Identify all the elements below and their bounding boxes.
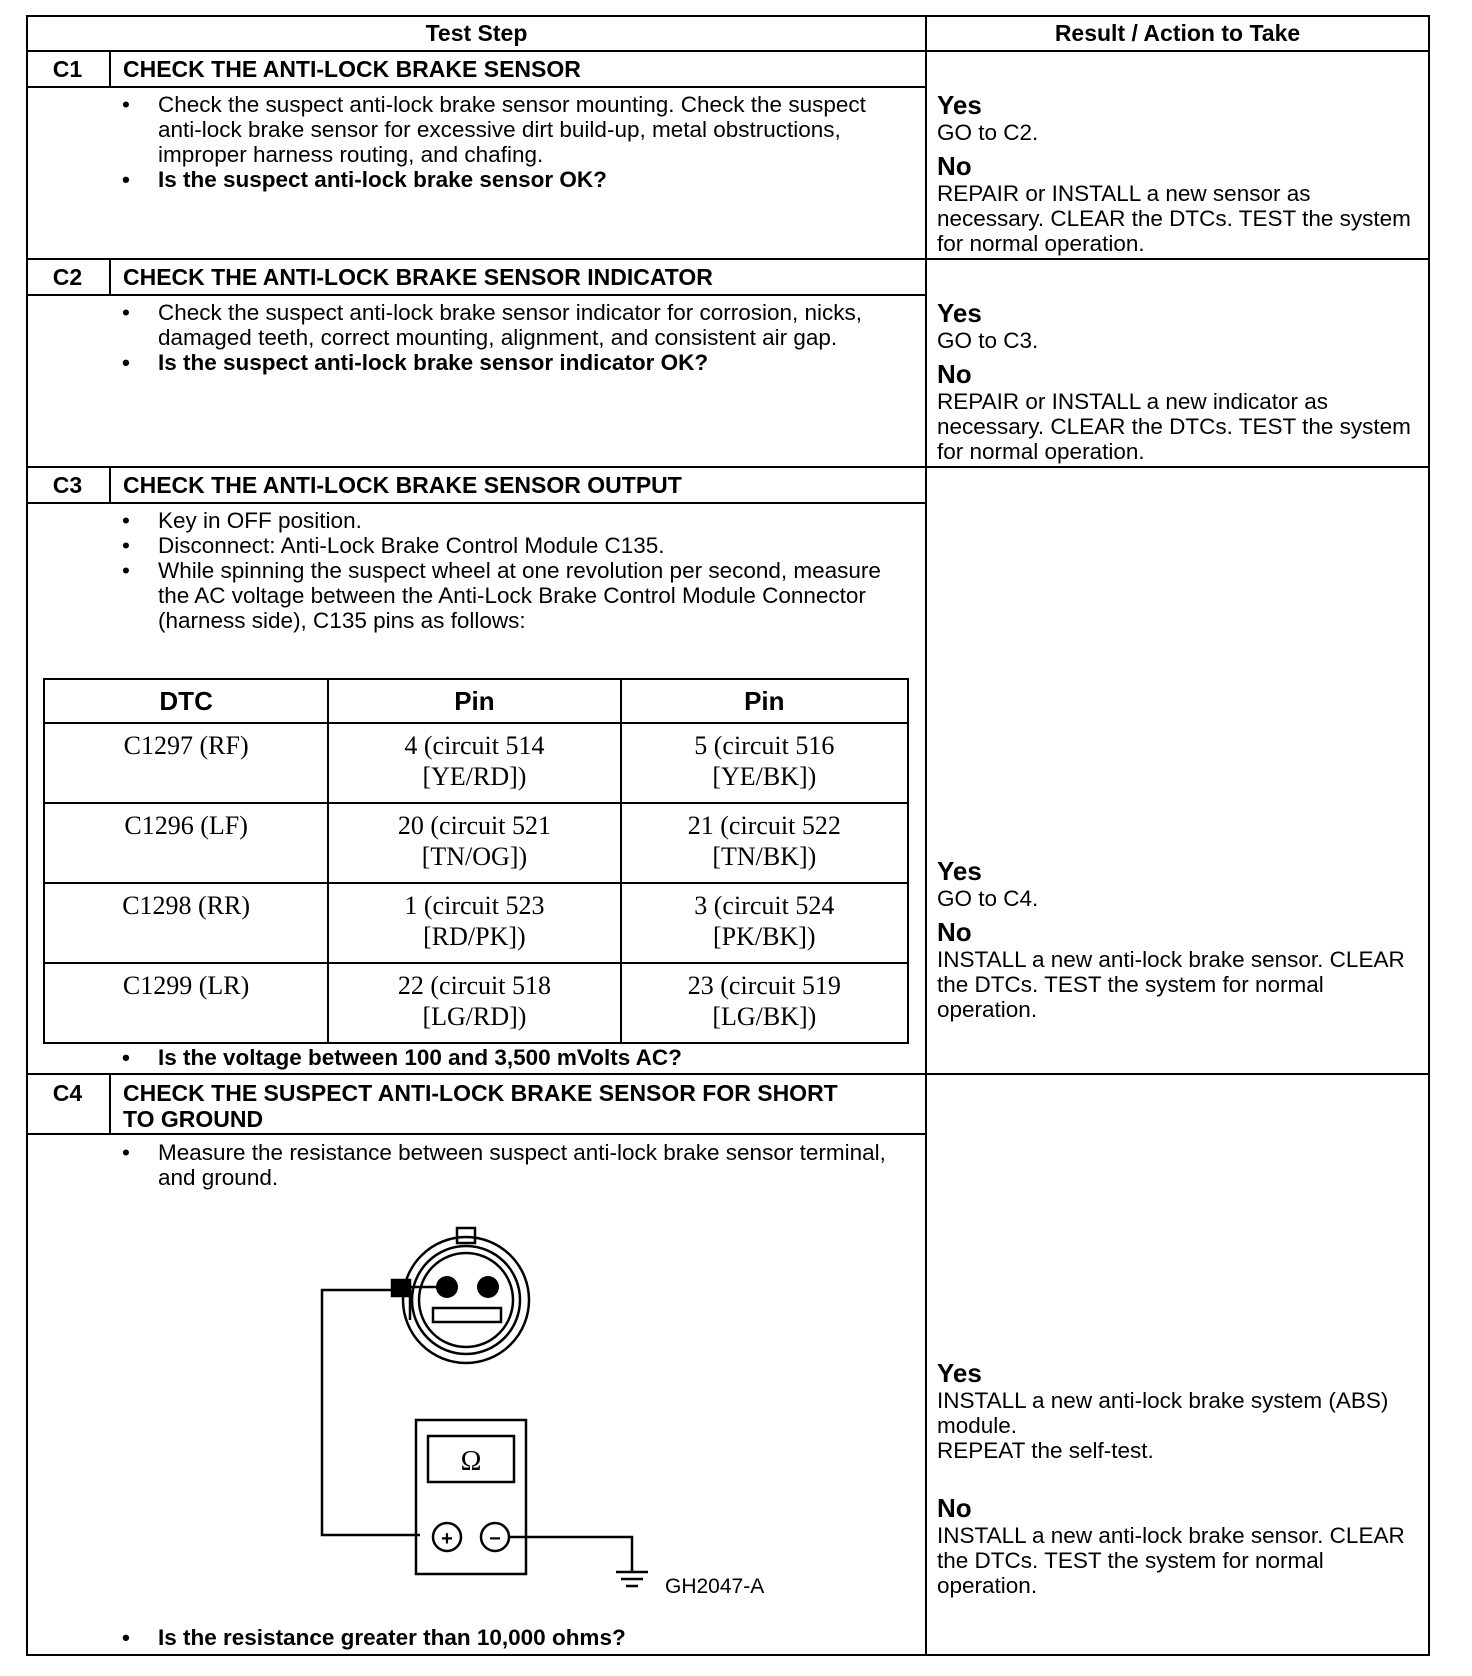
no-action: REPAIR or INSTALL a new indicator as necessary. CLEAR the DTCs. TEST the system for normal operation. (937, 389, 1411, 464)
step-question-c3: • Is the voltage between 100 and 3,500 mVolts AC? (120, 1045, 900, 1070)
yes-action: GO to C4. (937, 886, 1039, 911)
step-title-c1: CHECK THE ANTI-LOCK BRAKE SENSOR (123, 56, 581, 82)
no-label: No (937, 1493, 972, 1523)
header-test-step: Test Step (425, 20, 528, 46)
minus-symbol: − (489, 1528, 501, 1550)
figure-id: GH2047-A (665, 1575, 765, 1598)
no-action: INSTALL a new anti-lock brake sensor. CLEAR the DTCs. TEST the system for normal operation. (937, 947, 1405, 1022)
pin-cell: 20 (circuit 521 [TN/OG]) (328, 803, 620, 883)
header-result-action: Result / Action to Take (1054, 20, 1301, 46)
col-header-pin: Pin (328, 679, 620, 723)
bullet-item: • Check the suspect anti-lock brake sensor indicator for corrosion, nicks, damaged teeth, correct mounting, alignment, and consistent air gap. (120, 300, 900, 350)
pin-cell: 1 (circuit 523 [RD/PK]) (328, 883, 620, 963)
yes-action: GO to C2. (937, 120, 1039, 145)
dtc-cell: C1299 (LR) (44, 963, 328, 1043)
step-question-c2: • Is the suspect anti-lock brake sensor indicator OK? (120, 350, 900, 375)
result-c4 (937, 1358, 1417, 1598)
no-label: No (937, 151, 972, 181)
step-title-c2: CHECK THE ANTI-LOCK BRAKE SENSOR INDICATOR (123, 264, 713, 290)
ohm-symbol: Ω (460, 1446, 482, 1477)
step-code-c4: C4 (52, 1080, 83, 1106)
pin-cell: 5 (circuit 516 [YE/BK]) (621, 723, 908, 803)
sensor-connector-icon (403, 1237, 529, 1363)
step-question-c1: • Is the suspect anti-lock brake sensor OK? (120, 167, 880, 192)
probe-tip (392, 1280, 410, 1296)
yes-action: GO to C3. (937, 328, 1039, 353)
connector-key-slot (433, 1308, 501, 1322)
yes-label: Yes (937, 856, 982, 886)
dtc-cell: C1296 (LF) (44, 803, 328, 883)
pin-cell: 3 (circuit 524 [PK/BK]) (621, 883, 908, 963)
bullet-item: • Disconnect: Anti-Lock Brake Control Module C135. (120, 533, 900, 558)
no-label: No (937, 917, 972, 947)
pin-cell: 22 (circuit 518 [LG/RD]) (328, 963, 620, 1043)
col-header-pin: Pin (621, 679, 908, 723)
yes-label: Yes (937, 90, 982, 120)
step-question-list-c4 (120, 1625, 900, 1650)
dtc-cell: C1297 (RF) (44, 723, 328, 803)
ground-lead-wire (509, 1537, 632, 1572)
pin-cell: 21 (circuit 522 [TN/BK]) (621, 803, 908, 883)
step-code-c3: C3 (52, 472, 83, 498)
yes-label: Yes (937, 1358, 982, 1388)
bullet-item: • While spinning the suspect wheel at one revolution per second, measure the AC voltage between the Anti-Lock Brake Control Module Connector (harness side), C135 pins as follows: (120, 558, 900, 633)
no-action: REPAIR or INSTALL a new sensor as necessary. CLEAR the DTCs. TEST the system for normal operation. (937, 181, 1411, 256)
bullet-item: • Measure the resistance between suspect anti-lock brake sensor terminal, and ground. (120, 1140, 900, 1190)
pin-cell: 4 (circuit 514 [YE/RD]) (328, 723, 620, 803)
yes-action: INSTALL a new anti-lock brake system (ABS) module. (937, 1388, 1389, 1438)
step-code-c1: C1 (52, 56, 83, 82)
yes-action-2: REPEAT the self-test. (937, 1438, 1154, 1463)
dtc-cell: C1298 (RR) (44, 883, 328, 963)
no-label: No (937, 359, 972, 389)
col-header-dtc: DTC (44, 679, 328, 723)
step-question-c4: • Is the resistance greater than 10,000 ohms? (120, 1625, 900, 1650)
connector-latch (457, 1228, 475, 1243)
step-code-c2: C2 (52, 264, 83, 290)
pin-cell: 23 (circuit 519 [LG/BK]) (621, 963, 908, 1043)
bullet-item: • Key in OFF position. (120, 508, 900, 533)
ohmmeter-icon (416, 1420, 526, 1574)
no-action: INSTALL a new anti-lock brake sensor. CLEAR the DTCs. TEST the system for normal operation. (937, 1523, 1405, 1598)
yes-label: Yes (937, 298, 982, 328)
step-title-c3: CHECK THE ANTI-LOCK BRAKE SENSOR OUTPUT (123, 472, 682, 498)
bullet-item: • Check the suspect anti-lock brake sensor mounting. Check the suspect anti-lock brake sensor for excessive dirt build-up, metal obstructions, improper harness routing, and chafing. (120, 92, 880, 167)
step-title-c4: CHECK THE SUSPECT ANTI-LOCK BRAKE SENSOR FOR SHORT TO GROUND (123, 1080, 838, 1132)
plus-symbol: + (441, 1528, 453, 1550)
